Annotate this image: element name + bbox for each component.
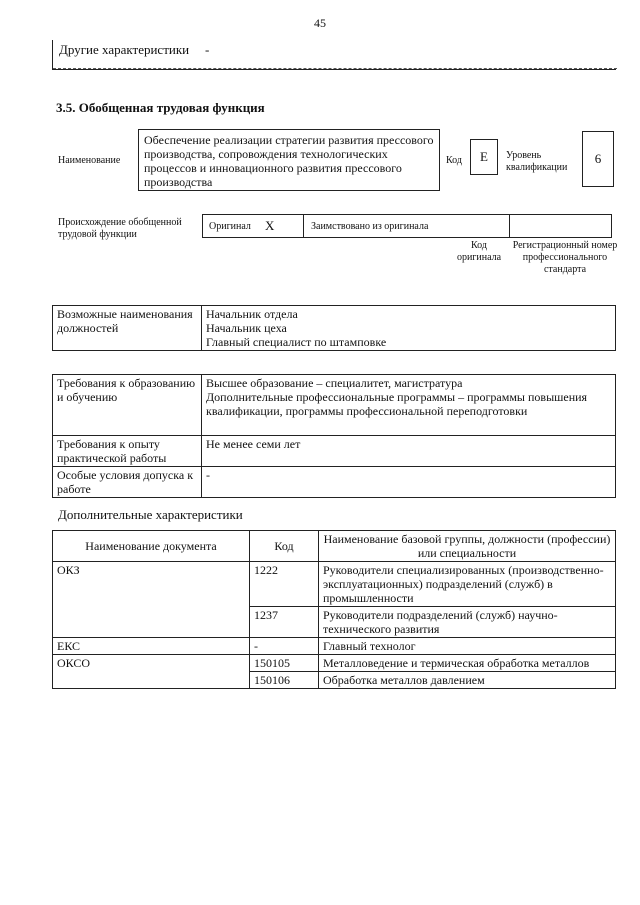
special-conditions-label: Особые условия допуска к работе <box>53 467 202 498</box>
code-cell: 1237 <box>250 607 319 638</box>
positions-table <box>52 305 616 351</box>
additional-title: Дополнительные характеристики <box>58 507 243 522</box>
header-group-name: Наименование базовой группы, должности (профессии) или специальности <box>319 531 616 562</box>
group-cell: Руководители подразделений (служб) научно-технического развития <box>319 607 616 638</box>
function-name-box: Обеспечение реализации стратегии развития прессового производства, сопровождения технологических процессов и инновационного развития прессового производства <box>138 129 440 191</box>
header-document: Наименование документа <box>53 531 250 562</box>
table-row <box>53 638 616 655</box>
code-cell: 150106 <box>250 672 319 689</box>
origin-divider <box>303 215 304 237</box>
table-row <box>53 655 616 672</box>
code-label: Код <box>446 155 462 166</box>
doc-cell: ОКЗ <box>53 562 250 638</box>
position-item: Начальник цеха <box>206 321 287 335</box>
table-row <box>53 562 616 607</box>
name-label: Наименование <box>58 155 121 166</box>
experience-value: Не менее семи лет <box>202 436 616 467</box>
other-characteristics-label: Другие характеристики <box>59 42 190 57</box>
code-value-box: E <box>470 139 498 175</box>
page-number: 45 <box>314 16 326 30</box>
section-title: 3.5. Обобщенная трудовая функция <box>56 100 265 115</box>
position-item: Главный специалист по штамповке <box>206 335 387 349</box>
position-item: Начальник отдела <box>206 307 298 321</box>
origin-box <box>202 214 612 238</box>
origin-label: Происхождение обобщенной трудовой функции <box>58 217 182 240</box>
additional-table <box>52 530 616 689</box>
group-cell: Металловедение и термическая обработка металлов <box>319 655 616 672</box>
other-characteristics-row <box>52 40 616 70</box>
header-code: Код <box>250 531 319 562</box>
code-cell: 150105 <box>250 655 319 672</box>
borrowed-label: Заимствовано из оригинала <box>311 220 429 232</box>
origin-divider-2 <box>509 215 510 237</box>
doc-cell: ЕКС <box>53 638 250 655</box>
experience-label: Требования к опыту практической работы <box>53 436 202 467</box>
original-label: Оригинал <box>209 220 251 232</box>
group-cell: Главный технолог <box>319 638 616 655</box>
education-label: Требования к образованию и обучению <box>53 375 202 436</box>
reg-number-label: Регистрационный номер профессионального стандарта <box>512 240 618 275</box>
code-original-label: Код оригинала <box>456 240 502 263</box>
group-cell: Обработка металлов давлением <box>319 672 616 689</box>
education-value: Высшее образование – специалитет, магистратура Дополнительные профессиональные программы – программы повышения квалификации, программы профессиональной переподготовки <box>202 375 616 436</box>
dashed-divider <box>53 68 617 69</box>
requirements-table <box>52 374 616 498</box>
special-conditions-value: - <box>202 467 616 498</box>
positions-label: Возможные наименования должностей <box>53 306 202 351</box>
group-cell: Руководители специализированных (производственно-эксплуатационных) подразделений (служб) в промышленности <box>319 562 616 607</box>
code-cell: 1222 <box>250 562 319 607</box>
qualification-level-box: 6 <box>582 131 614 187</box>
positions-list <box>202 306 616 351</box>
qualification-level-label: Уровень квалификации <box>506 150 568 173</box>
code-cell: - <box>250 638 319 655</box>
other-characteristics-value: - <box>205 42 210 57</box>
doc-cell: ОКСО <box>53 655 250 689</box>
original-mark: X <box>265 218 275 233</box>
